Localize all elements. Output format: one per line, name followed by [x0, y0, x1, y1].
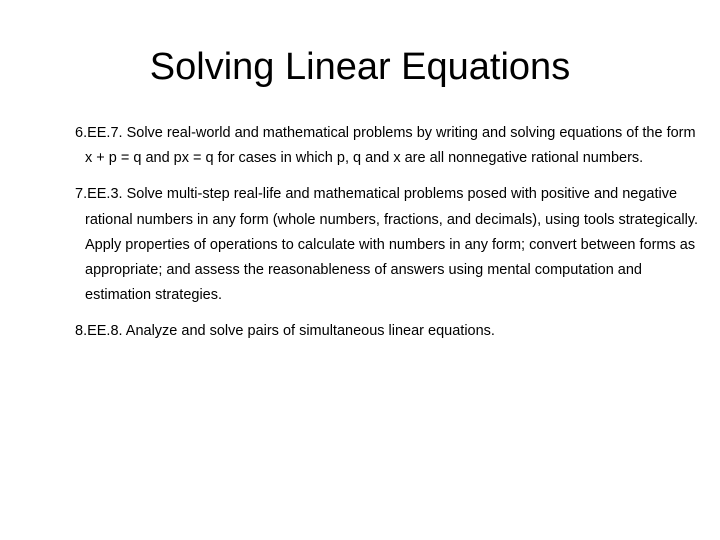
slide-title: Solving Linear Equations [149, 46, 571, 88]
standard-7-ee-3: 7.EE.3. Solve multi-step real-life and mathematical problems posed with positive and negative rational numbers in any form (whole numbers, fractions, and decimals), using tools strategically. Apply properties of operations to calculate with numbers in any form; convert between forms as appropriate; and assess the reasonableness of answers using mental computation and estimation strategies. [75, 186, 699, 304]
standards-list [75, 121, 700, 356]
standard-6-ee-7: 6.EE.7. Solve real-world and mathematical problems by writing and solving equations of the form x + p = q and px = q for cases in which p, q and x are all nonnegative rational numbers. [75, 125, 696, 167]
standard-8-ee-8: 8.EE.8. Analyze and solve pairs of simultaneous linear equations. [75, 323, 495, 340]
